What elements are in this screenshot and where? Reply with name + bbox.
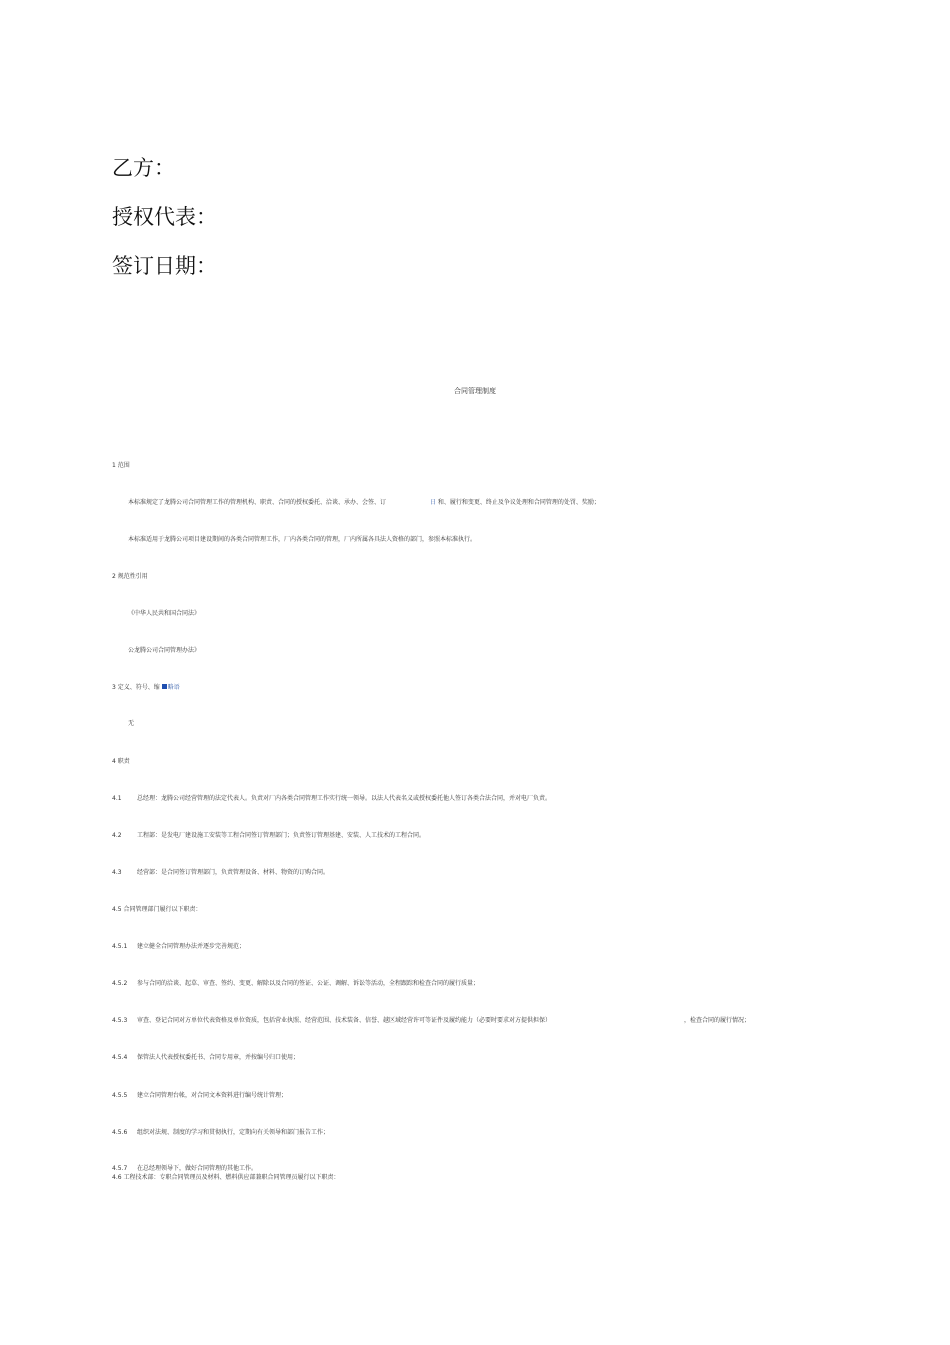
section-number: 4 <box>112 758 116 765</box>
item-text: 工程技术部：专职合同管理员及材料、燃料供应部兼职合同管理员履行以下职责： <box>123 1174 340 1181</box>
item-number: 4.3 <box>112 869 122 876</box>
square-bullet-icon <box>162 684 167 689</box>
section-number: 2 <box>112 573 116 580</box>
section-2-heading <box>112 572 148 581</box>
item-number: 4.5.2 <box>112 980 128 987</box>
section-4-heading <box>112 757 130 766</box>
section-number: 3 <box>112 684 116 691</box>
item-number: 4.5.7 <box>112 1165 128 1172</box>
document-title: 合同管理制度 <box>454 387 496 395</box>
section-title: 规范性引用 <box>117 573 148 580</box>
reference-2: 公龙腾公司合同管理办法》 <box>128 647 201 654</box>
paragraph-text: 日 <box>429 499 436 506</box>
item-text: 合同管理部门履行以下职责： <box>123 906 202 913</box>
item-text: 建立健全合同管理办法并逐步完善规范； <box>137 943 246 950</box>
section-3-heading <box>112 683 180 692</box>
item-text: 建立合同管理台帐，对合同文本资料进行编号统计管理； <box>137 1092 288 1099</box>
item-number: 4.1 <box>112 795 122 802</box>
item-text: 在总经理领导下，做好合同管理的其他工作。 <box>137 1165 258 1172</box>
item-text: 组织对法规、制度的学习和贯彻执行，定期向有关领导和部门报告工作； <box>137 1129 330 1136</box>
paragraph-scope-1 <box>128 498 600 507</box>
section-3-body: 无 <box>128 720 135 727</box>
item-number: 4.6 <box>112 1174 122 1181</box>
item-text: ，检查合同的履行情况； <box>684 1017 751 1024</box>
item-text: 经营部：是合同签订管理部门，负责管理设备、材料、物资的订购合同。 <box>137 869 330 876</box>
section-number: 1 <box>112 462 116 469</box>
item-number: 4.5.1 <box>112 943 128 950</box>
section-title: 定义、符号、缩 <box>117 684 160 691</box>
item-number: 4.5.3 <box>112 1017 128 1024</box>
item-number: 4.5.5 <box>112 1092 128 1099</box>
section-1-heading <box>112 461 130 470</box>
item-text: 参与合同的洽谈、起草、审查、签约、变更、解除以及合同的签证、公证、调解、诉讼等活动，全程跟踪和检查合同的履行质量； <box>137 980 480 987</box>
item-text: 审查、登记合同对方单位代表资格及单位资质，包括营业执照、经营范围、技术装备、信誉、越区域经营许可等证件及履约能力（必要时要求对方提供担保） <box>137 1017 552 1024</box>
paragraph-scope-2: 本标准适用于龙腾公司项目建设期间的各类合同管理工作，厂内各类合同的管理，厂内所属各具法人资格的部门，参照本标准执行。 <box>128 536 477 543</box>
item-text: 工程部：是发电厂建设施工安装等工程合同签订管理部门；负责签订管理基建、安装、人工技术的工程合同。 <box>137 832 426 839</box>
item-number: 4.5.6 <box>112 1129 128 1136</box>
item-4-5-heading <box>112 905 201 914</box>
item-4-6-heading <box>112 1173 339 1182</box>
section-title: 范围 <box>117 462 130 469</box>
section-title: 略语 <box>167 684 180 691</box>
paragraph-text: 本标准规定了龙腾公司合同管理工作的管理机构、职责、合同的授权委托、洽谈、承办、会签、订 <box>128 499 387 506</box>
item-number: 4.5.4 <box>112 1054 128 1061</box>
sign-date-label: 签订日期： <box>112 254 217 278</box>
paragraph-text: 和、履行和变更、终止及争议处理和合同管理的处罚、奖励； <box>437 499 600 506</box>
item-text: 总经理：龙腾公司经营管理的法定代表人。负责对厂内各类合同管理工作实行统一领导。以法人代表名义或授权委托他人签订各类合法合同，并对电厂负责。 <box>137 795 552 802</box>
item-number: 4.5 <box>112 906 122 913</box>
party-b-label: 乙方： <box>112 156 175 180</box>
reference-1: 《中华人民共和国合同法》 <box>128 610 201 617</box>
item-text: 保管法人代表授权委托书、合同专用章，并按编号归口使用； <box>137 1054 300 1061</box>
representative-label: 授权代表： <box>112 205 217 229</box>
item-number: 4.2 <box>112 832 122 839</box>
section-title: 职责 <box>117 758 130 765</box>
